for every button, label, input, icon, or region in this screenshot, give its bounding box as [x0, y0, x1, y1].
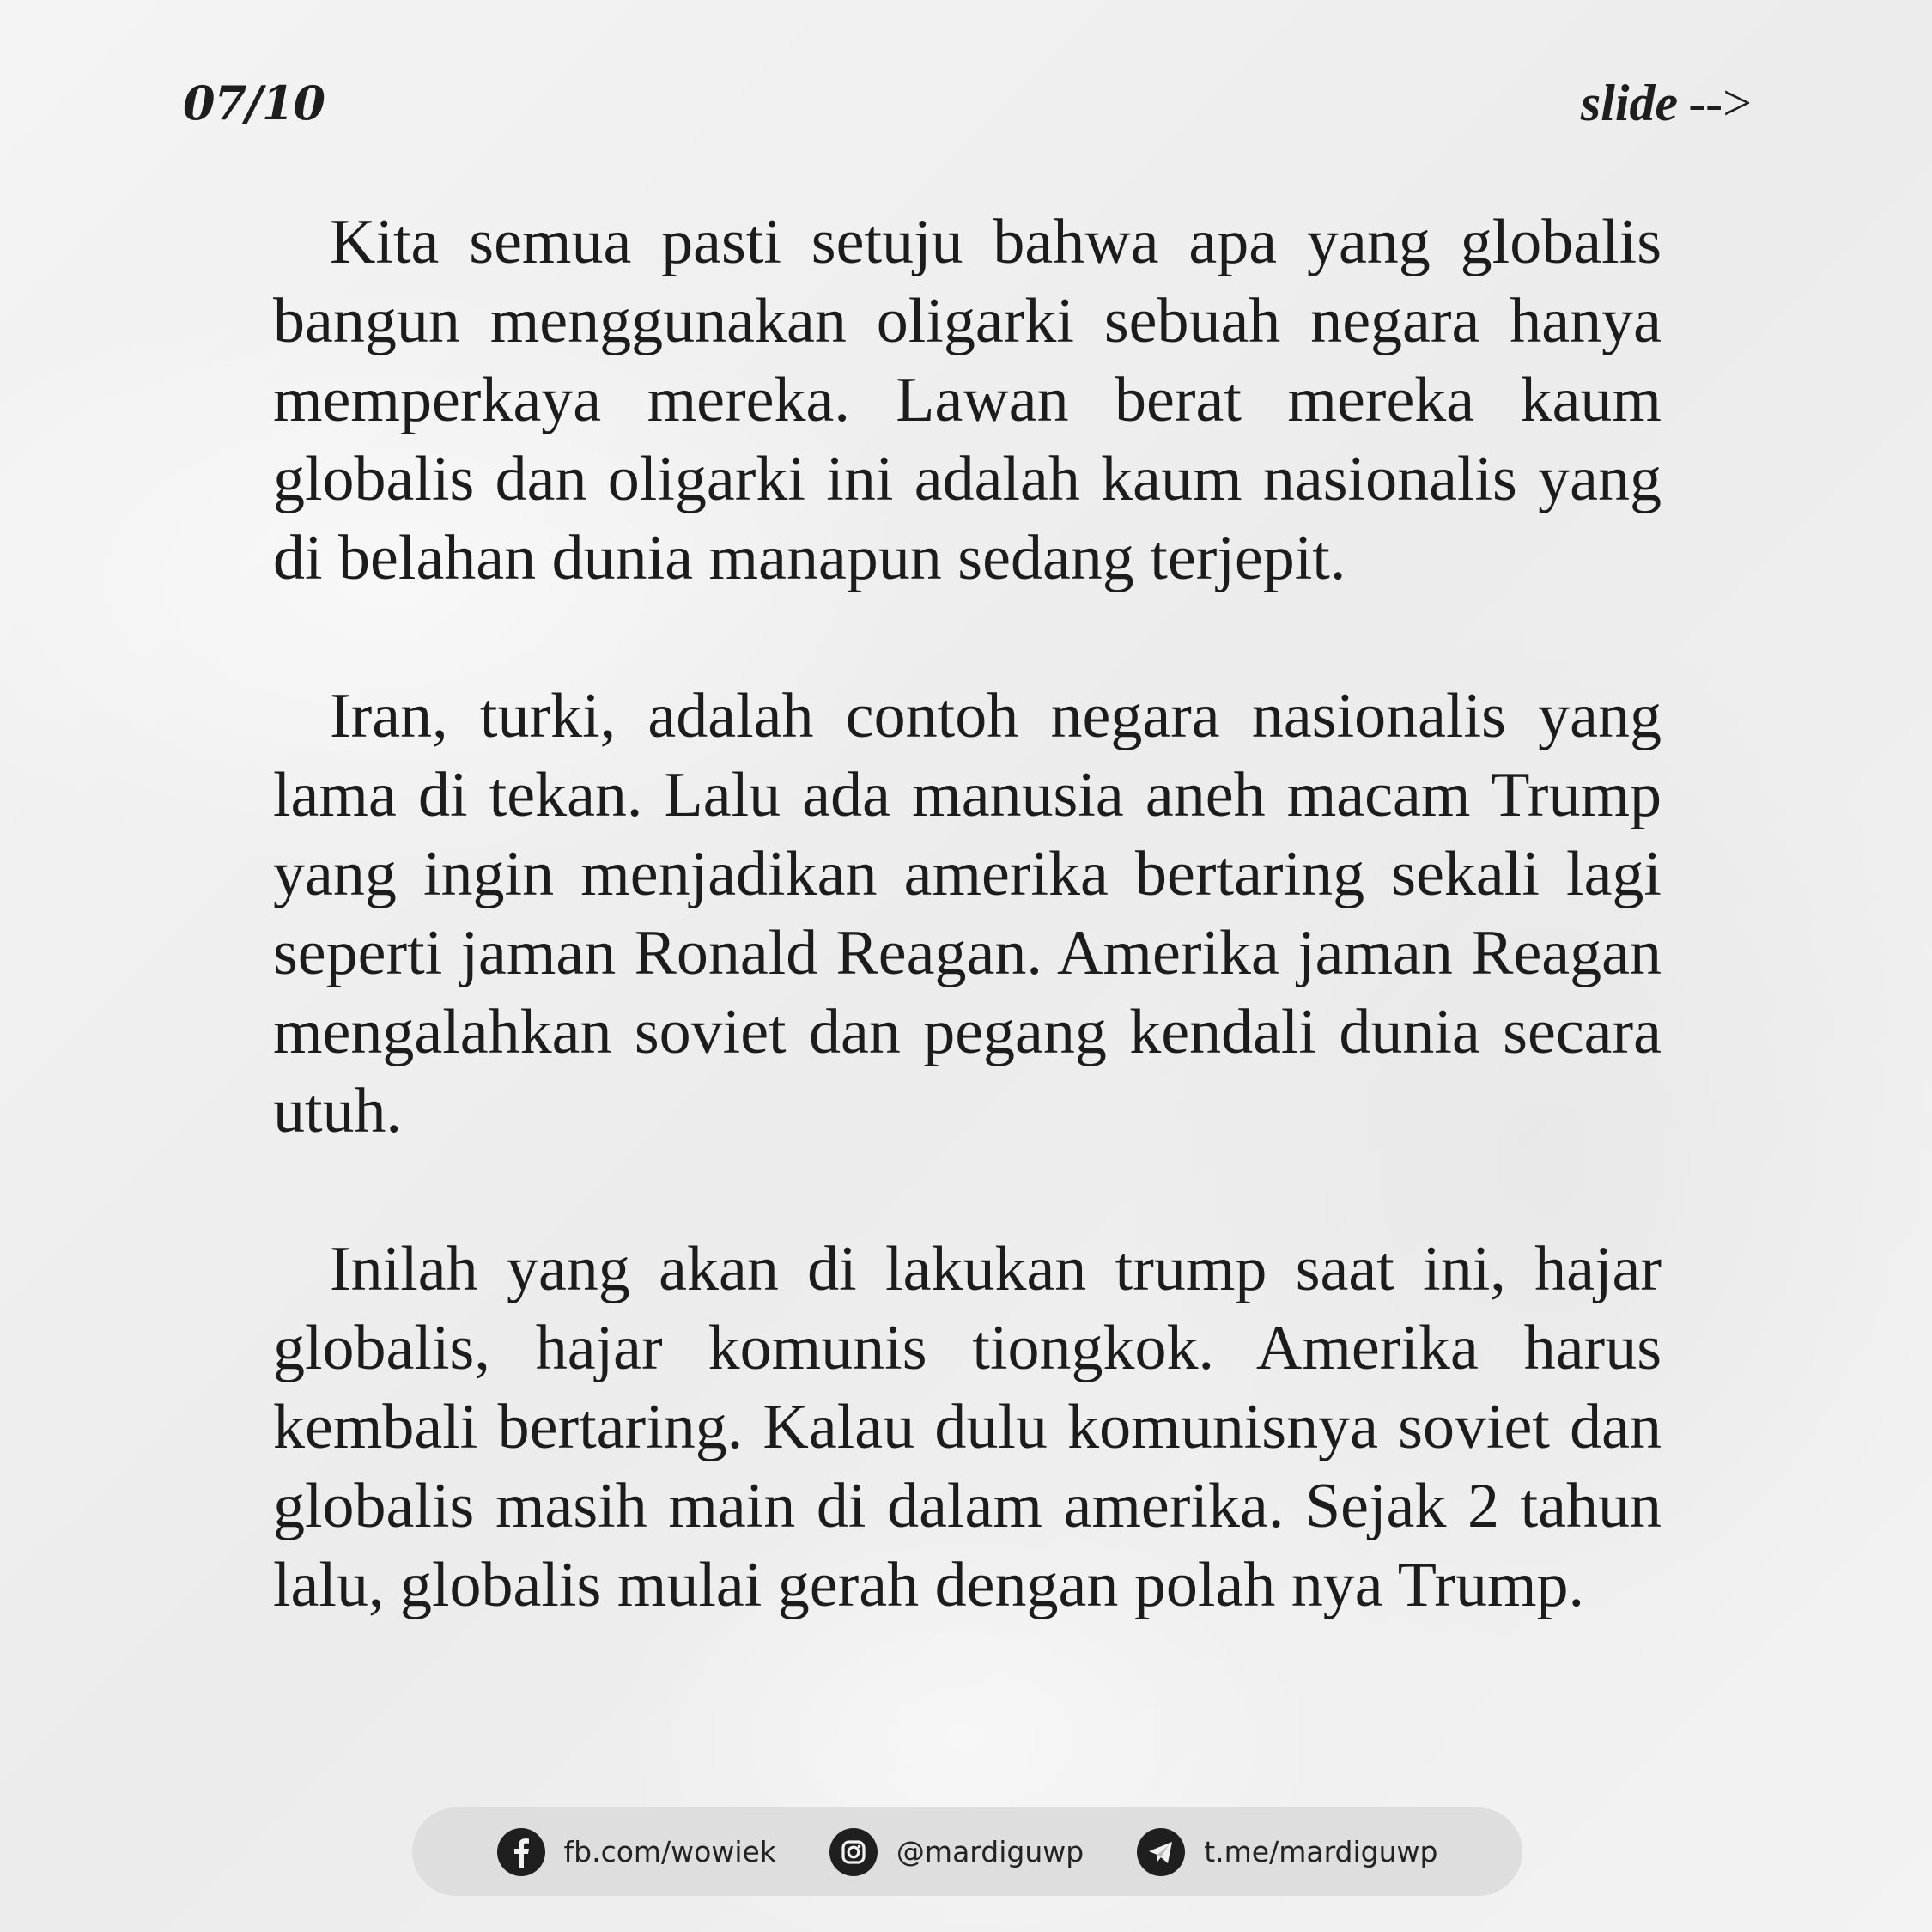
slide-hint-arrow-icon: --> — [1688, 75, 1752, 131]
telegram-link[interactable]: t.me/mardiguwp — [1204, 1835, 1438, 1868]
instagram-link[interactable]: @mardiguwp — [896, 1835, 1084, 1868]
facebook-icon — [497, 1828, 545, 1876]
paragraph: Iran, turki, adalah contoh negara nasionalis yang lama di tekan. Lalu ada manusia aneh macam Trump yang ingin menjadikan amerika bertaring sekali lagi seperti jaman Ronald Reagan. Amerika jaman Reagan mengalahkan soviet dan pegang kendali dunia secara utuh. — [273, 681, 1662, 1146]
slide-hint-label: slide — [1580, 75, 1679, 131]
telegram-icon — [1137, 1828, 1185, 1876]
social-telegram[interactable] — [1137, 1828, 1437, 1876]
instagram-icon — [829, 1828, 878, 1876]
social-footer — [412, 1807, 1522, 1896]
slide-hint — [1581, 74, 1752, 133]
social-facebook[interactable] — [497, 1828, 776, 1876]
page-number: 07/10 — [183, 76, 325, 131]
paragraph: Kita semua pasti setuju bahwa apa yang globalis bangun menggunakan oligarki sebuah negara hanya memperkaya mereka. Lawan berat mereka kaum globalis dan oligarki ini adalah kaum nasionalis yang di belahan dunia manapun sedang terjepit. — [273, 207, 1662, 593]
article-body — [273, 203, 1662, 1625]
facebook-link[interactable]: fb.com/wowiek — [563, 1835, 776, 1868]
social-instagram[interactable] — [829, 1828, 1084, 1876]
paragraph: Inilah yang akan di lakukan trump saat ini, hajar globalis, hajar komunis tiongkok. Amerika harus kembali bertaring. Kalau dulu komunisnya soviet dan globalis masih main di dalam amerika. Sejak 2 tahun lalu, globalis mulai gerah dengan polah nya Trump. — [273, 1234, 1662, 1620]
